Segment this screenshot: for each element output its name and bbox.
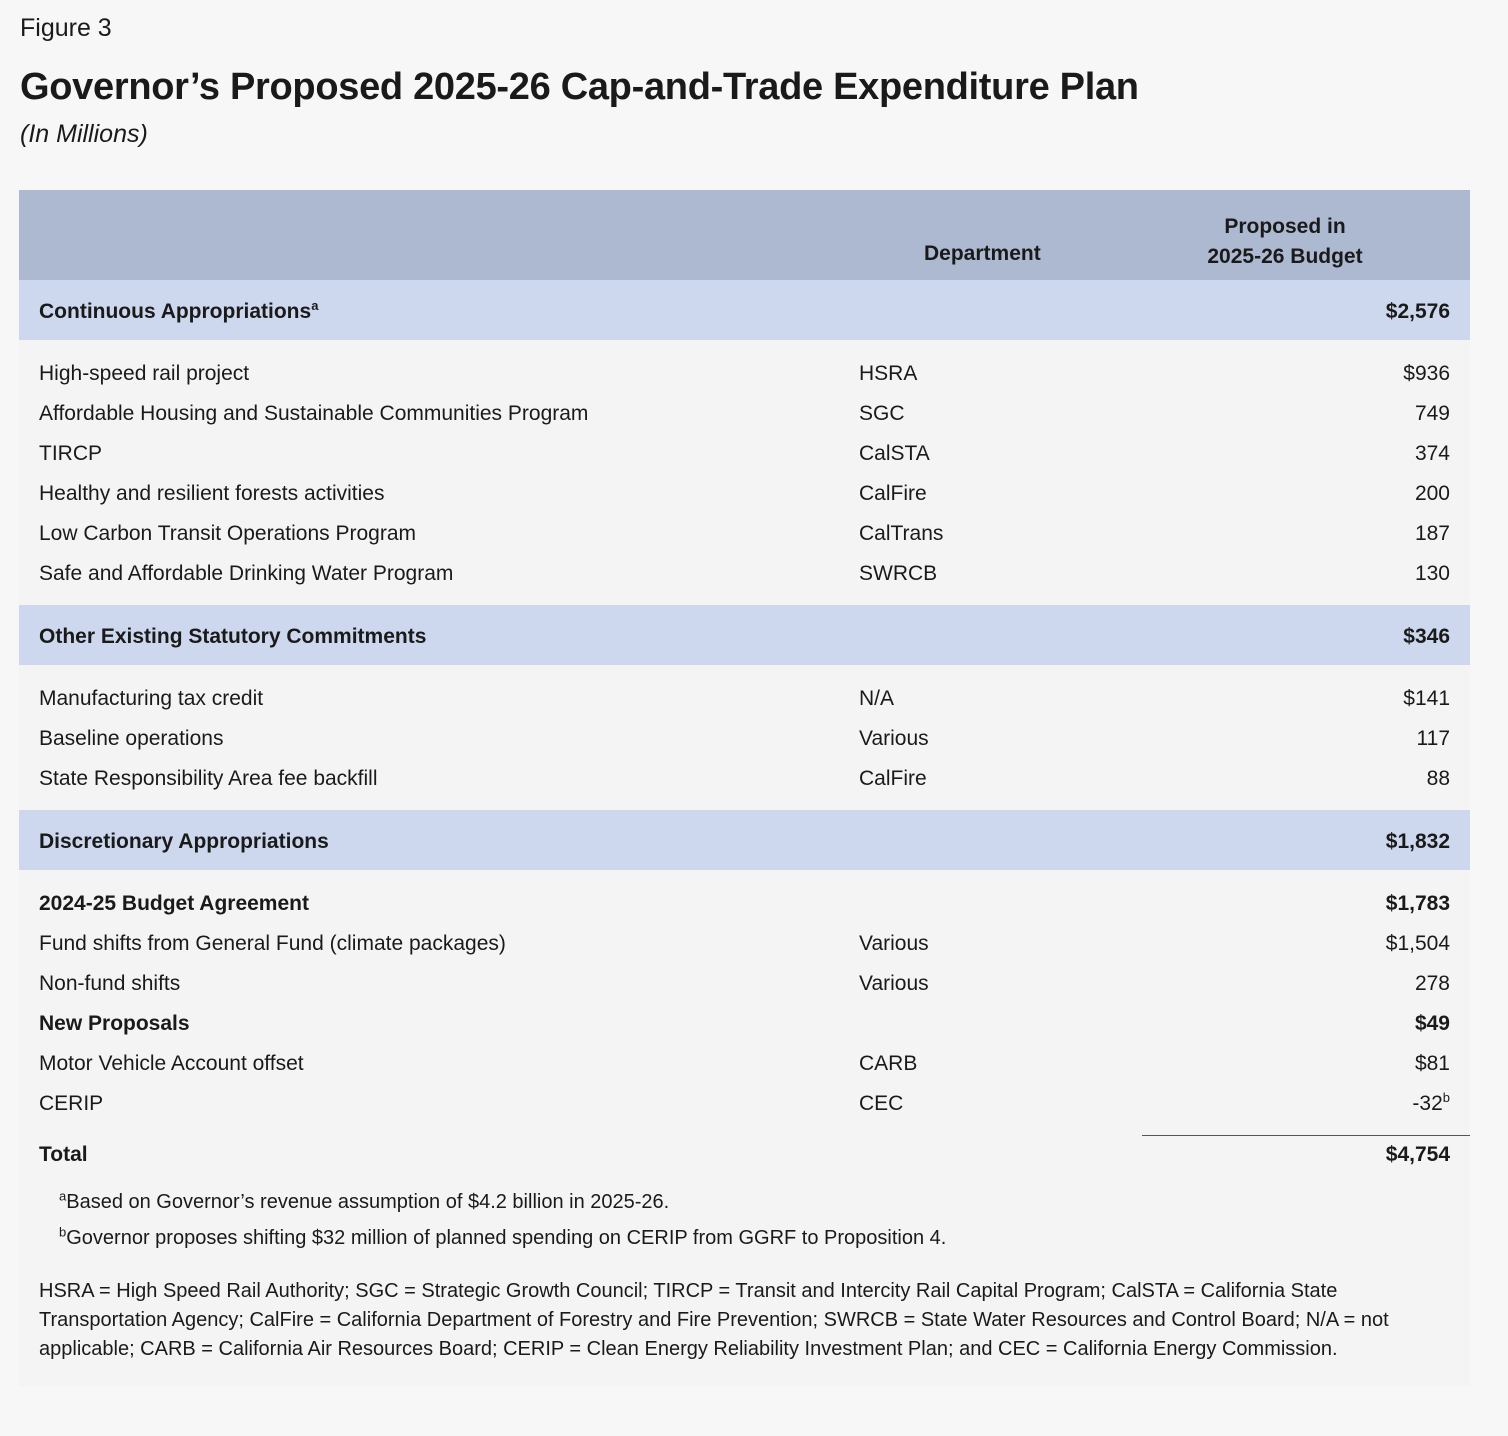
figure-subtitle: (In Millions) [20,120,148,148]
row-value: 117 [1416,727,1450,750]
row-department: SGC [859,402,905,425]
total-label: Total [39,1143,88,1166]
section-label: Continuous Appropriations$^a$ [39,298,319,323]
table-row [19,1045,1470,1085]
row-label: TIRCP [39,442,102,465]
table-row [19,965,1470,1005]
header-department: Department [924,242,1041,265]
table-row [19,555,1470,595]
row-value: 200 [1414,482,1450,505]
section-discretionary-appropriations [19,810,1470,870]
row-label: Non-fund shifts [39,972,181,995]
row-value: -32$^b$ [1412,1090,1450,1115]
row-department: CalTrans [859,522,944,545]
section-label: Discretionary Appropriations [39,830,329,853]
section-continuous-appropriations [19,280,1470,340]
row-value: $49 [1414,1012,1450,1035]
row-department: CalFire [859,767,927,790]
row-value: $141 [1403,687,1450,710]
figure-label: Figure 3 [20,14,112,42]
row-department: Various [859,932,929,955]
table-row [19,395,1470,435]
footnote-a: $^a$Based on Governor’s revenue assumption of $4.2 billion in 2025-26. [59,1188,670,1213]
row-label: Fund shifts from General Fund (climate packages) [39,932,506,955]
table-row [19,720,1470,760]
table-row [19,680,1470,720]
row-label: New Proposals [39,1012,190,1035]
row-label: State Responsibility Area fee backfill [39,767,378,790]
total-divider [19,1125,1470,1141]
table-row [19,515,1470,555]
section-other-statutory-commitments [19,605,1470,665]
table-header [19,190,1470,280]
table-row [19,1085,1470,1125]
footnotes [19,1181,1470,1386]
row-label: High-speed rail project [39,362,250,385]
row-department: CARB [859,1052,918,1075]
figure-title: Governor’s Proposed 2025-26 Cap-and-Trade Expenditure Plan [20,66,1139,108]
total-row [19,1141,1470,1181]
table-row [19,435,1470,475]
header-budget-line2: 2025-26 Budget [1207,245,1363,268]
header-budget-line1: Proposed in [1224,215,1346,238]
row-department: CalSTA [859,442,930,465]
table-row [19,925,1470,965]
expenditure-table [19,190,1470,1386]
row-department: Various [859,727,929,750]
footnote-b: $^b$Governor proposes shifting $32 million of planned spending on CERIP from GGRF to Proposition 4. [59,1224,947,1249]
total-value: $4,754 [1385,1143,1450,1166]
row-value: 374 [1414,442,1450,465]
row-value: $936 [1403,362,1450,385]
row-label: Affordable Housing and Sustainable Communities Program [39,402,589,425]
row-value: 130 [1414,562,1450,585]
subtotal-row [19,1005,1470,1045]
row-label: Motor Vehicle Account offset [39,1052,304,1075]
section-rows [19,665,1470,810]
row-department: CEC [859,1092,904,1115]
row-department: N/A [859,687,895,710]
row-value: 187 [1414,522,1450,545]
row-department: SWRCB [859,562,938,585]
row-department: Various [859,972,929,995]
section-label: Other Existing Statutory Commitments [39,625,427,648]
row-value: $81 [1414,1052,1450,1075]
row-value: 749 [1414,402,1450,425]
section-total: $346 [1403,625,1450,648]
row-label: Baseline operations [39,727,224,750]
row-department: HSRA [859,362,918,385]
row-value: $1,783 [1385,892,1450,915]
row-value: $1,504 [1385,932,1450,955]
table-row [19,760,1470,800]
section-rows [19,340,1470,605]
row-department: CalFire [859,482,927,505]
table-row [19,475,1470,515]
row-label: CERIP [39,1092,104,1115]
row-label: Healthy and resilient forests activities [39,482,385,505]
row-label: Low Carbon Transit Operations Program [39,522,417,545]
row-value: 88 [1426,767,1450,790]
footnote-marker: b [1442,1090,1450,1105]
section-total: $2,576 [1385,300,1450,323]
row-label: 2024-25 Budget Agreement [39,892,309,915]
section-total: $1,832 [1385,830,1450,853]
footnote-marker: a [311,298,319,313]
row-label: Manufacturing tax credit [39,687,264,710]
subtotal-row [19,885,1470,925]
abbreviations-note: HSRA = High Speed Rail Authority; SGC = Strategic Growth Council; TIRCP = Transit and Intercity Rail Capital Program; CalSTA = California State Transportation Agency; CalFire = California Department of Forestry and Fire Prevention; SWRCB = State Water Resources and Control Board; N/A = not applicable; CARB = California Air Resources Board; CERIP = Clean Energy Reliability Investment Plan; and CEC = California Energy Commission. [39,1280,1389,1360]
header-budget [1175,212,1395,272]
table-row [19,355,1470,395]
section-rows [19,870,1470,1125]
row-value: 278 [1414,972,1450,995]
row-label: Safe and Affordable Drinking Water Program [39,562,454,585]
